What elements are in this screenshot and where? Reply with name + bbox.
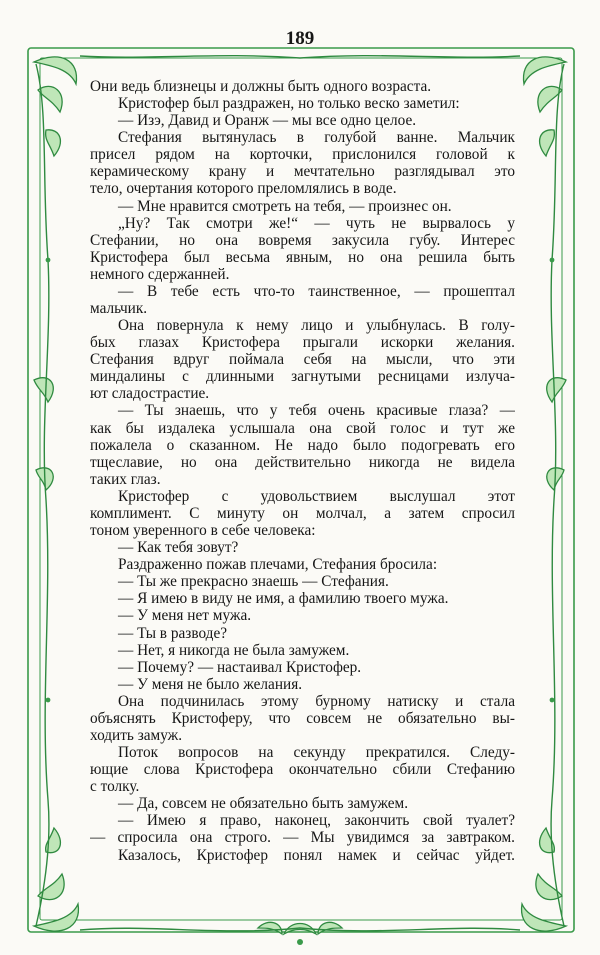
- text-line: Кристофер с удовольствием выслушал этот: [118, 487, 515, 505]
- text-line: — У меня нет мужа.: [118, 607, 252, 625]
- text-line: Раздраженно пожав плечами, Стефания бросила:: [118, 556, 438, 574]
- text-line: — Ты в разводе?: [118, 624, 228, 642]
- text-line: мальчик.: [90, 300, 148, 318]
- text-line: Она повернула к нему лицо и улыбнулась. В голу-: [118, 317, 515, 335]
- text-line: „Ну? Так смотри же!“ — чуть не вырвалось у: [118, 214, 515, 232]
- text-line: пожалела о сказанном. Не надо было подогревать его: [90, 436, 515, 454]
- text-line: миндалины с длинными загнутыми ресницами излуча-: [90, 368, 515, 386]
- text-line: — Имею я право, наконец, закончить свой туалет?: [118, 812, 515, 830]
- text-line: ют сладострастие.: [90, 385, 210, 403]
- text-line: Она подчинилась этому бурному натиску и стала: [118, 692, 515, 710]
- text-line: тоном уверенного в себе человека:: [90, 522, 316, 540]
- text-line: — Почему? — настаивал Кристофер.: [118, 658, 362, 676]
- text-line: бых глазах Кристофера прыгали искорки желания.: [90, 334, 515, 352]
- page-number: 189: [285, 28, 315, 49]
- text-line: немного сдержанней.: [90, 265, 230, 283]
- text-line: — спросила она строго. — Мы увидимся за завтраком.: [90, 829, 515, 847]
- text-line: объяснять Кристоферу, что совсем не обязательно вы-: [90, 709, 515, 727]
- text-line: тщеславие, но она действительно никогда не видела: [90, 453, 515, 471]
- text-line: комплимент. С минуту он молчал, а затем спросил: [90, 504, 515, 522]
- text-line: Кристофера был весьма явным, но она решила быть: [90, 248, 515, 266]
- text-line: присел рядом на корточки, прислонился головой к: [90, 146, 515, 164]
- text-line: — Нет, я никогда не была замужем.: [118, 641, 350, 659]
- text-line: — Как тебя зовут?: [118, 539, 239, 557]
- text-line: — Я имею в виду не имя, а фамилию твоего мужа.: [118, 590, 449, 608]
- text-line: ющие слова Кристофера окончательно сбили Стефанию: [90, 761, 515, 779]
- text-line: — Ты знаешь, что у тебя очень красивые глаза? —: [118, 402, 515, 420]
- text-line: — Да, совсем не обязательно быть замужем.: [118, 795, 409, 813]
- text-line: Поток вопросов на секунду прекратился. Следу-: [118, 744, 515, 762]
- text-line: с толку.: [90, 778, 140, 796]
- text-line: — В тебе есть что-то таинственное, — прошептал: [118, 282, 515, 300]
- text-line: Кристофер был раздражен, но только веско заметил:: [118, 95, 460, 113]
- text-line: — Изэ, Давид и Оранж — мы все одно целое.: [118, 112, 417, 130]
- text-line: керамическому крану и мечтательно разглядывал это: [90, 163, 515, 181]
- text-line: Стефания вытянулась в голубой ванне. Мальчик: [118, 129, 515, 147]
- text-block: [90, 78, 515, 864]
- text-line: таких глаз.: [90, 470, 161, 488]
- text-line: Стефании, но она вовремя закусила губу. Интерес: [90, 231, 515, 249]
- text-line: Они ведь близнецы и должны быть одного возраста.: [90, 78, 432, 95]
- text-line: ходить замуж.: [90, 726, 183, 744]
- text-line: Казалось, Кристофер понял намек и сейчас уйдет.: [118, 846, 515, 864]
- text-line: Стефания вдруг поймала себя на мысли, что эти: [90, 351, 515, 369]
- text-line: — Ты же прекрасно знаешь — Стефания.: [118, 573, 389, 591]
- text-line: — Мне нравится смотреть на тебя, — произнес он.: [118, 197, 452, 215]
- text-line: как бы издалека услышала она свой голос и тут же: [90, 419, 515, 437]
- text-line: — У меня не было желания.: [118, 675, 303, 693]
- text-line: тело, очертания которого преломлялись в воде.: [90, 180, 397, 198]
